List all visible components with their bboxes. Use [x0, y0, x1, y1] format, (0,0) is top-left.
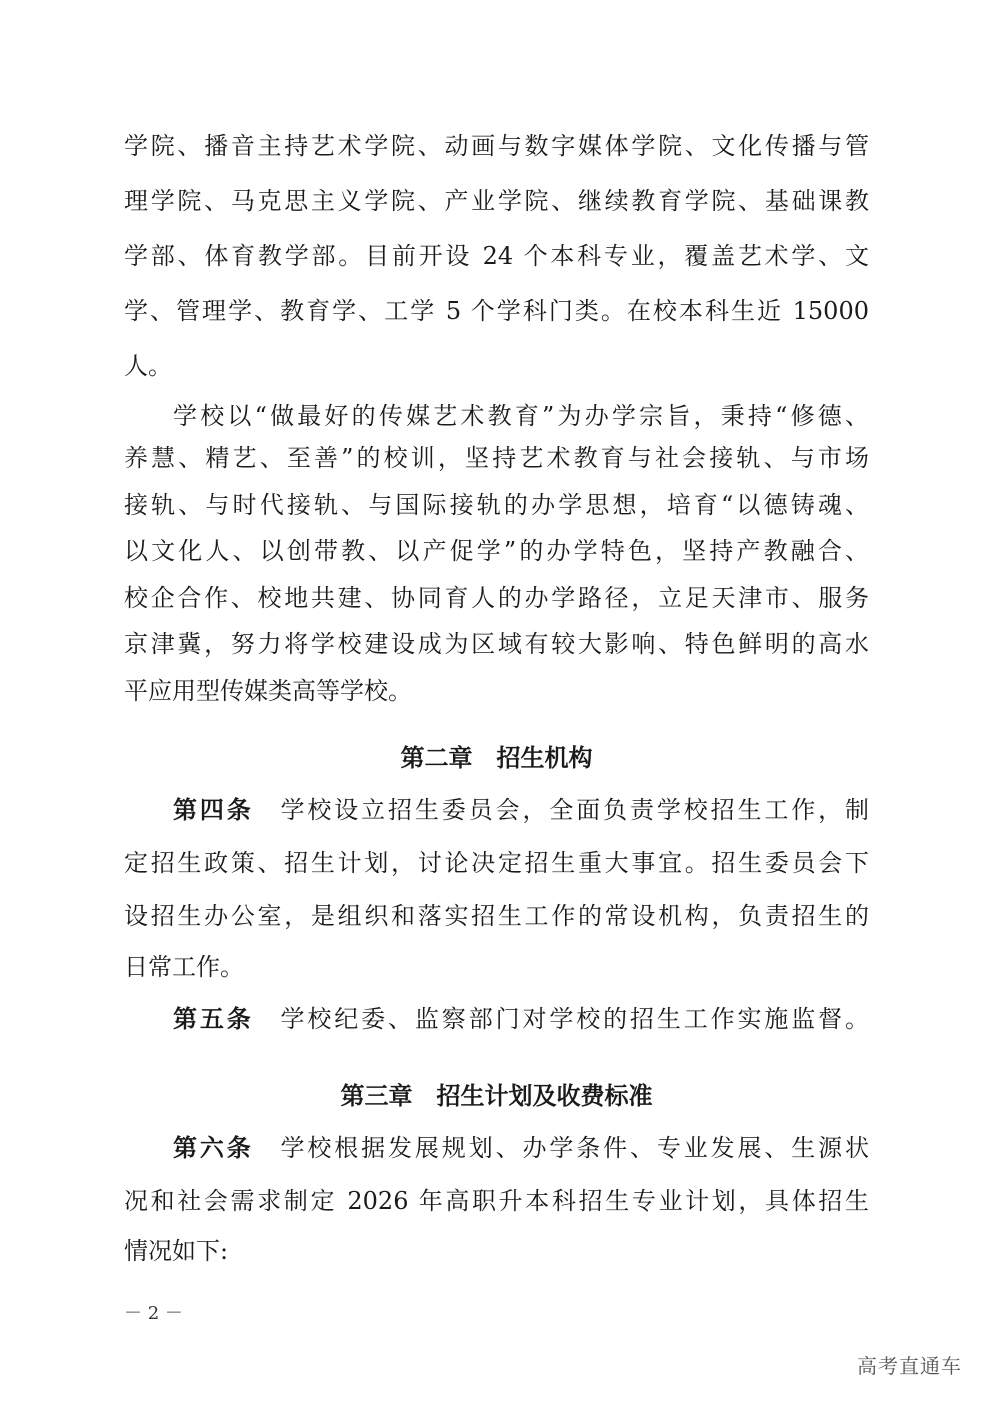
paragraph-line: 京津冀，努力将学校建设成为区域有较大影响、特色鲜明的高水: [124, 630, 869, 658]
paragraph-line: 定招生政策、招生计划，讨论决定招生重大事宜。招生委员会下: [124, 849, 869, 877]
article-4-first-line: [173, 790, 869, 830]
article-lead: 第四条: [173, 796, 254, 824]
paragraph-line: 人。: [124, 352, 172, 380]
paragraph-line: 养慧、精艺、至善”的校训，坚持艺术教育与社会接轨、与市场: [124, 444, 869, 472]
page-number: － 2 －: [124, 1303, 183, 1324]
article-text: 学校设立招生委员会，全面负责学校招生工作，制: [280, 796, 870, 824]
paragraph-line: 设招生办公室，是组织和落实招生工作的常设机构，负责招生的: [124, 902, 869, 930]
paragraph-line: 日常工作。: [124, 953, 244, 981]
paragraph-line: 学院、播音主持艺术学院、动画与数字媒体学院、文化传播与管: [124, 132, 869, 160]
article-text: 学校纪委、监察部门对学校的招生工作实施监督。: [280, 1005, 870, 1033]
paragraph-line: 况和社会需求制定 2026 年高职升本科招生专业计划，具体招生: [124, 1187, 869, 1215]
paragraph-line: 接轨、与时代接轨、与国际接轨的办学思想，培育“以德铸魂、: [124, 491, 869, 519]
watermark-text: 高考直通车: [857, 1354, 962, 1378]
paragraph-line: 学校以“做最好的传媒艺术教育”为办学宗旨，秉持“修德、: [173, 402, 869, 430]
paragraph-line: 学部、体育教学部。目前开设 24 个本科专业，覆盖艺术学、文: [124, 242, 869, 270]
article-lead: 第五条: [173, 1005, 254, 1033]
article-6-first-line: [173, 1128, 869, 1168]
article-lead: 第六条: [173, 1134, 254, 1162]
chapter-heading: 第二章 招生机构: [400, 744, 593, 772]
paragraph-line: 情况如下:: [124, 1237, 229, 1265]
paragraph-line: 以文化人、以创带教、以产促学”的办学特色，坚持产教融合、: [124, 537, 869, 565]
chapter-heading: 第三章 招生计划及收费标准: [340, 1082, 653, 1110]
paragraph-line: 学、管理学、教育学、工学 5 个学科门类。在校本科生近 15000: [124, 297, 869, 325]
paragraph-line: 平应用型传媒类高等学校。: [124, 677, 412, 705]
article-5-line: [173, 999, 869, 1039]
paragraph-line: 校企合作、校地共建、协同育人的办学路径，立足天津市、服务: [124, 584, 869, 612]
paragraph-line: 理学院、马克思主义学院、产业学院、继续教育学院、基础课教: [124, 187, 869, 215]
article-text: 学校根据发展规划、办学条件、专业发展、生源状: [280, 1134, 870, 1162]
